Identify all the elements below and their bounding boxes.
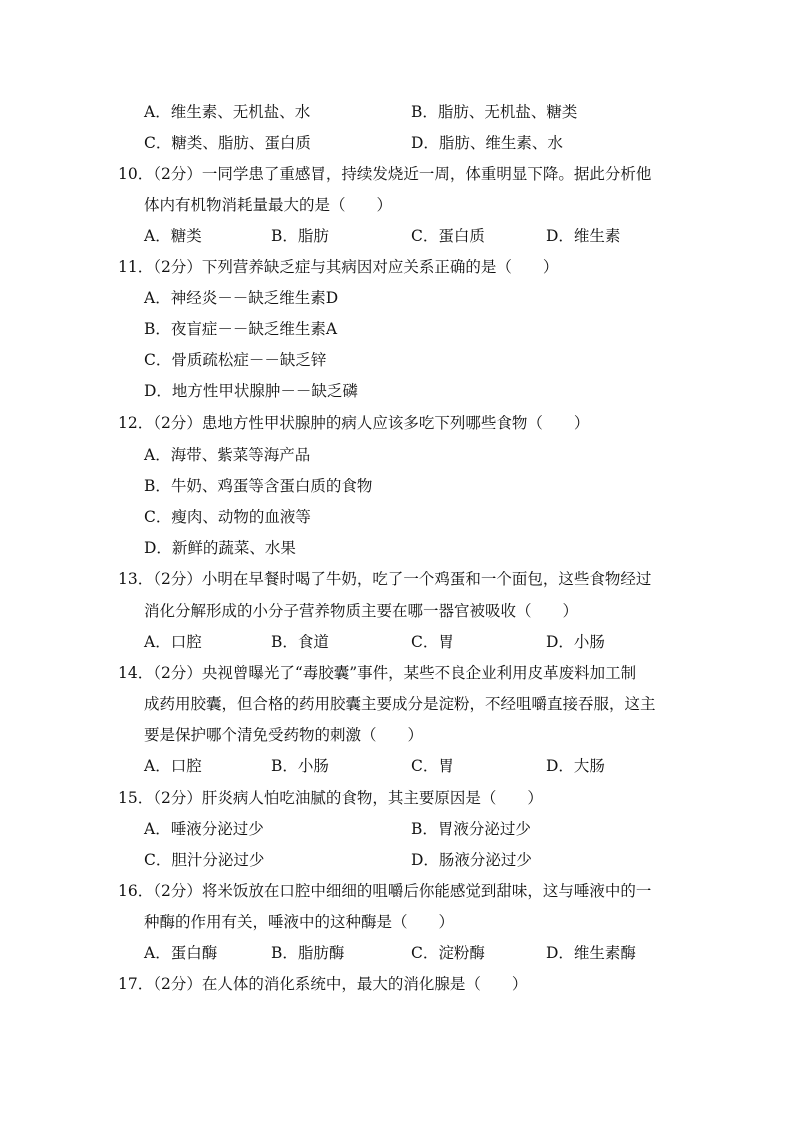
- q10-stem-text-1: 10．（2分）一同学患了重感冒，持续发烧近一周，体重明显下降。据此分析他: [118, 165, 652, 183]
- q15-stem-text-1: 15．（2分）肝炎病人怕吃油腻的食物，其主要原因是（ ）: [118, 789, 543, 807]
- q15-stem-line-1: [0, 784, 794, 812]
- q16-options-row: [0, 939, 794, 967]
- q11-stem-line-1: [0, 253, 794, 281]
- q15-option-b[interactable]: B．胃液分泌过少: [411, 820, 531, 838]
- q16-option-b[interactable]: B．脂肪酶: [271, 944, 345, 962]
- q12-option-b-row: [0, 472, 794, 500]
- q13-stem-text-2: 消化分解形成的小分子营养物质主要在哪一器官被吸收（ ）: [144, 602, 579, 620]
- q14-option-d[interactable]: D．大肠: [546, 757, 605, 775]
- q16-stem-line-2: [0, 908, 794, 936]
- q17-stem-line-1: [0, 970, 794, 998]
- q10-stem-line-1: [0, 160, 794, 188]
- q11-option-a[interactable]: A．神经炎－－缺乏维生素D: [144, 289, 339, 307]
- q16-stem-line-1: [0, 877, 794, 905]
- q10-option-d[interactable]: D．维生素: [546, 227, 621, 245]
- q13-options-row: [0, 628, 794, 656]
- q15-options-row-1: [0, 815, 794, 843]
- q16-option-a[interactable]: A．蛋白酶: [144, 944, 218, 962]
- q14-options-row: [0, 752, 794, 780]
- q15-options-row-2: [0, 846, 794, 874]
- q12-option-a-row: [0, 441, 794, 469]
- q11-option-d[interactable]: D．地方性甲状腺肿－－缺乏磷: [144, 382, 358, 400]
- q17-stem-text-1: 17．（2分）在人体的消化系统中，最大的消化腺是（ ）: [118, 975, 528, 993]
- q14-stem-line-3: [0, 721, 794, 749]
- q9-option-d[interactable]: D．脂肪、维生素、水: [411, 134, 563, 152]
- q10-option-c[interactable]: C．蛋白质: [411, 227, 485, 245]
- q12-option-a[interactable]: A．海带、紫菜等海产品: [144, 446, 311, 464]
- q11-option-c-row: [0, 346, 794, 374]
- q14-option-a[interactable]: A．口腔: [144, 757, 202, 775]
- q10-option-b[interactable]: B．脂肪: [271, 227, 329, 245]
- q14-option-b[interactable]: B．小肠: [271, 757, 329, 775]
- q14-stem-line-2: [0, 690, 794, 718]
- q15-option-c[interactable]: C．胆汁分泌过少: [144, 851, 265, 869]
- q13-option-d[interactable]: D．小肠: [546, 633, 605, 651]
- q13-stem-line-2: [0, 597, 794, 625]
- q14-stem-text-1: 14．（2分）央视曾曝光了“毒胶囊”事件，某些不良企业利用皮革废料加工制: [118, 664, 637, 682]
- q14-stem-text-2: 成药用胶囊，但合格的药用胶囊主要成分是淀粉，不经咀嚼直接吞服，这主: [144, 695, 656, 713]
- q10-stem-line-2: [0, 191, 794, 219]
- q9-options-row-1: [0, 98, 794, 126]
- q12-option-c-row: [0, 503, 794, 531]
- q10-stem-text-2: 体内有机物消耗量最大的是（ ）: [144, 196, 393, 214]
- q13-stem-line-1: [0, 565, 794, 593]
- q9-option-a[interactable]: A．维生素、无机盐、水: [144, 103, 311, 121]
- q12-option-b[interactable]: B．牛奶、鸡蛋等含蛋白质的食物: [144, 477, 373, 495]
- q12-option-d[interactable]: D．新鲜的蔬菜、水果: [144, 539, 296, 557]
- q11-option-c[interactable]: C．骨质疏松症－－缺乏锌: [144, 351, 327, 369]
- q14-stem-text-3: 要是保护哪个清免受药物的刺激（ ）: [144, 726, 424, 744]
- q11-option-b[interactable]: B．夜盲症－－缺乏维生素A: [144, 320, 338, 338]
- q12-option-c[interactable]: C．瘦肉、动物的血液等: [144, 508, 311, 526]
- q13-option-a[interactable]: A．口腔: [144, 633, 202, 651]
- q16-stem-text-1: 16．（2分）将米饭放在口腔中细细的咀嚼后你能感觉到甜味，这与唾液中的一: [118, 882, 652, 900]
- q16-option-d[interactable]: D．维生素酶: [546, 944, 636, 962]
- q9-option-c[interactable]: C．糖类、脂肪、蛋白质: [144, 134, 311, 152]
- q14-stem-line-1: [0, 659, 794, 687]
- q11-option-d-row: [0, 377, 794, 405]
- q11-option-a-row: [0, 284, 794, 312]
- q12-option-d-row: [0, 534, 794, 562]
- q13-stem-text-1: 13．（2分）小明在早餐时喝了牛奶，吃了一个鸡蛋和一个面包，这些食物经过: [118, 570, 652, 588]
- q12-stem-line-1: [0, 409, 794, 437]
- q14-option-c[interactable]: C．胃: [411, 757, 454, 775]
- q9-options-row-2: [0, 129, 794, 157]
- q10-options-row: [0, 222, 794, 250]
- q11-stem-text-1: 11．（2分）下列营养缺乏症与其病因对应关系正确的是（ ）: [118, 258, 559, 276]
- q12-stem-text-1: 12．（2分）患地方性甲状腺肿的病人应该多吃下列哪些食物（ ）: [118, 414, 590, 432]
- q16-option-c[interactable]: C．淀粉酶: [411, 944, 485, 962]
- q16-stem-text-2: 种酶的作用有关，唾液中的这种酶是（ ）: [144, 913, 455, 931]
- q15-option-a[interactable]: A．唾液分泌过少: [144, 820, 264, 838]
- q13-option-c[interactable]: C．胃: [411, 633, 454, 651]
- q13-option-b[interactable]: B．食道: [271, 633, 329, 651]
- q9-option-b[interactable]: B．脂肪、无机盐、糖类: [411, 103, 578, 121]
- q11-option-b-row: [0, 315, 794, 343]
- q15-option-d[interactable]: D．肠液分泌过少: [411, 851, 532, 869]
- q10-option-a[interactable]: A．糖类: [144, 227, 202, 245]
